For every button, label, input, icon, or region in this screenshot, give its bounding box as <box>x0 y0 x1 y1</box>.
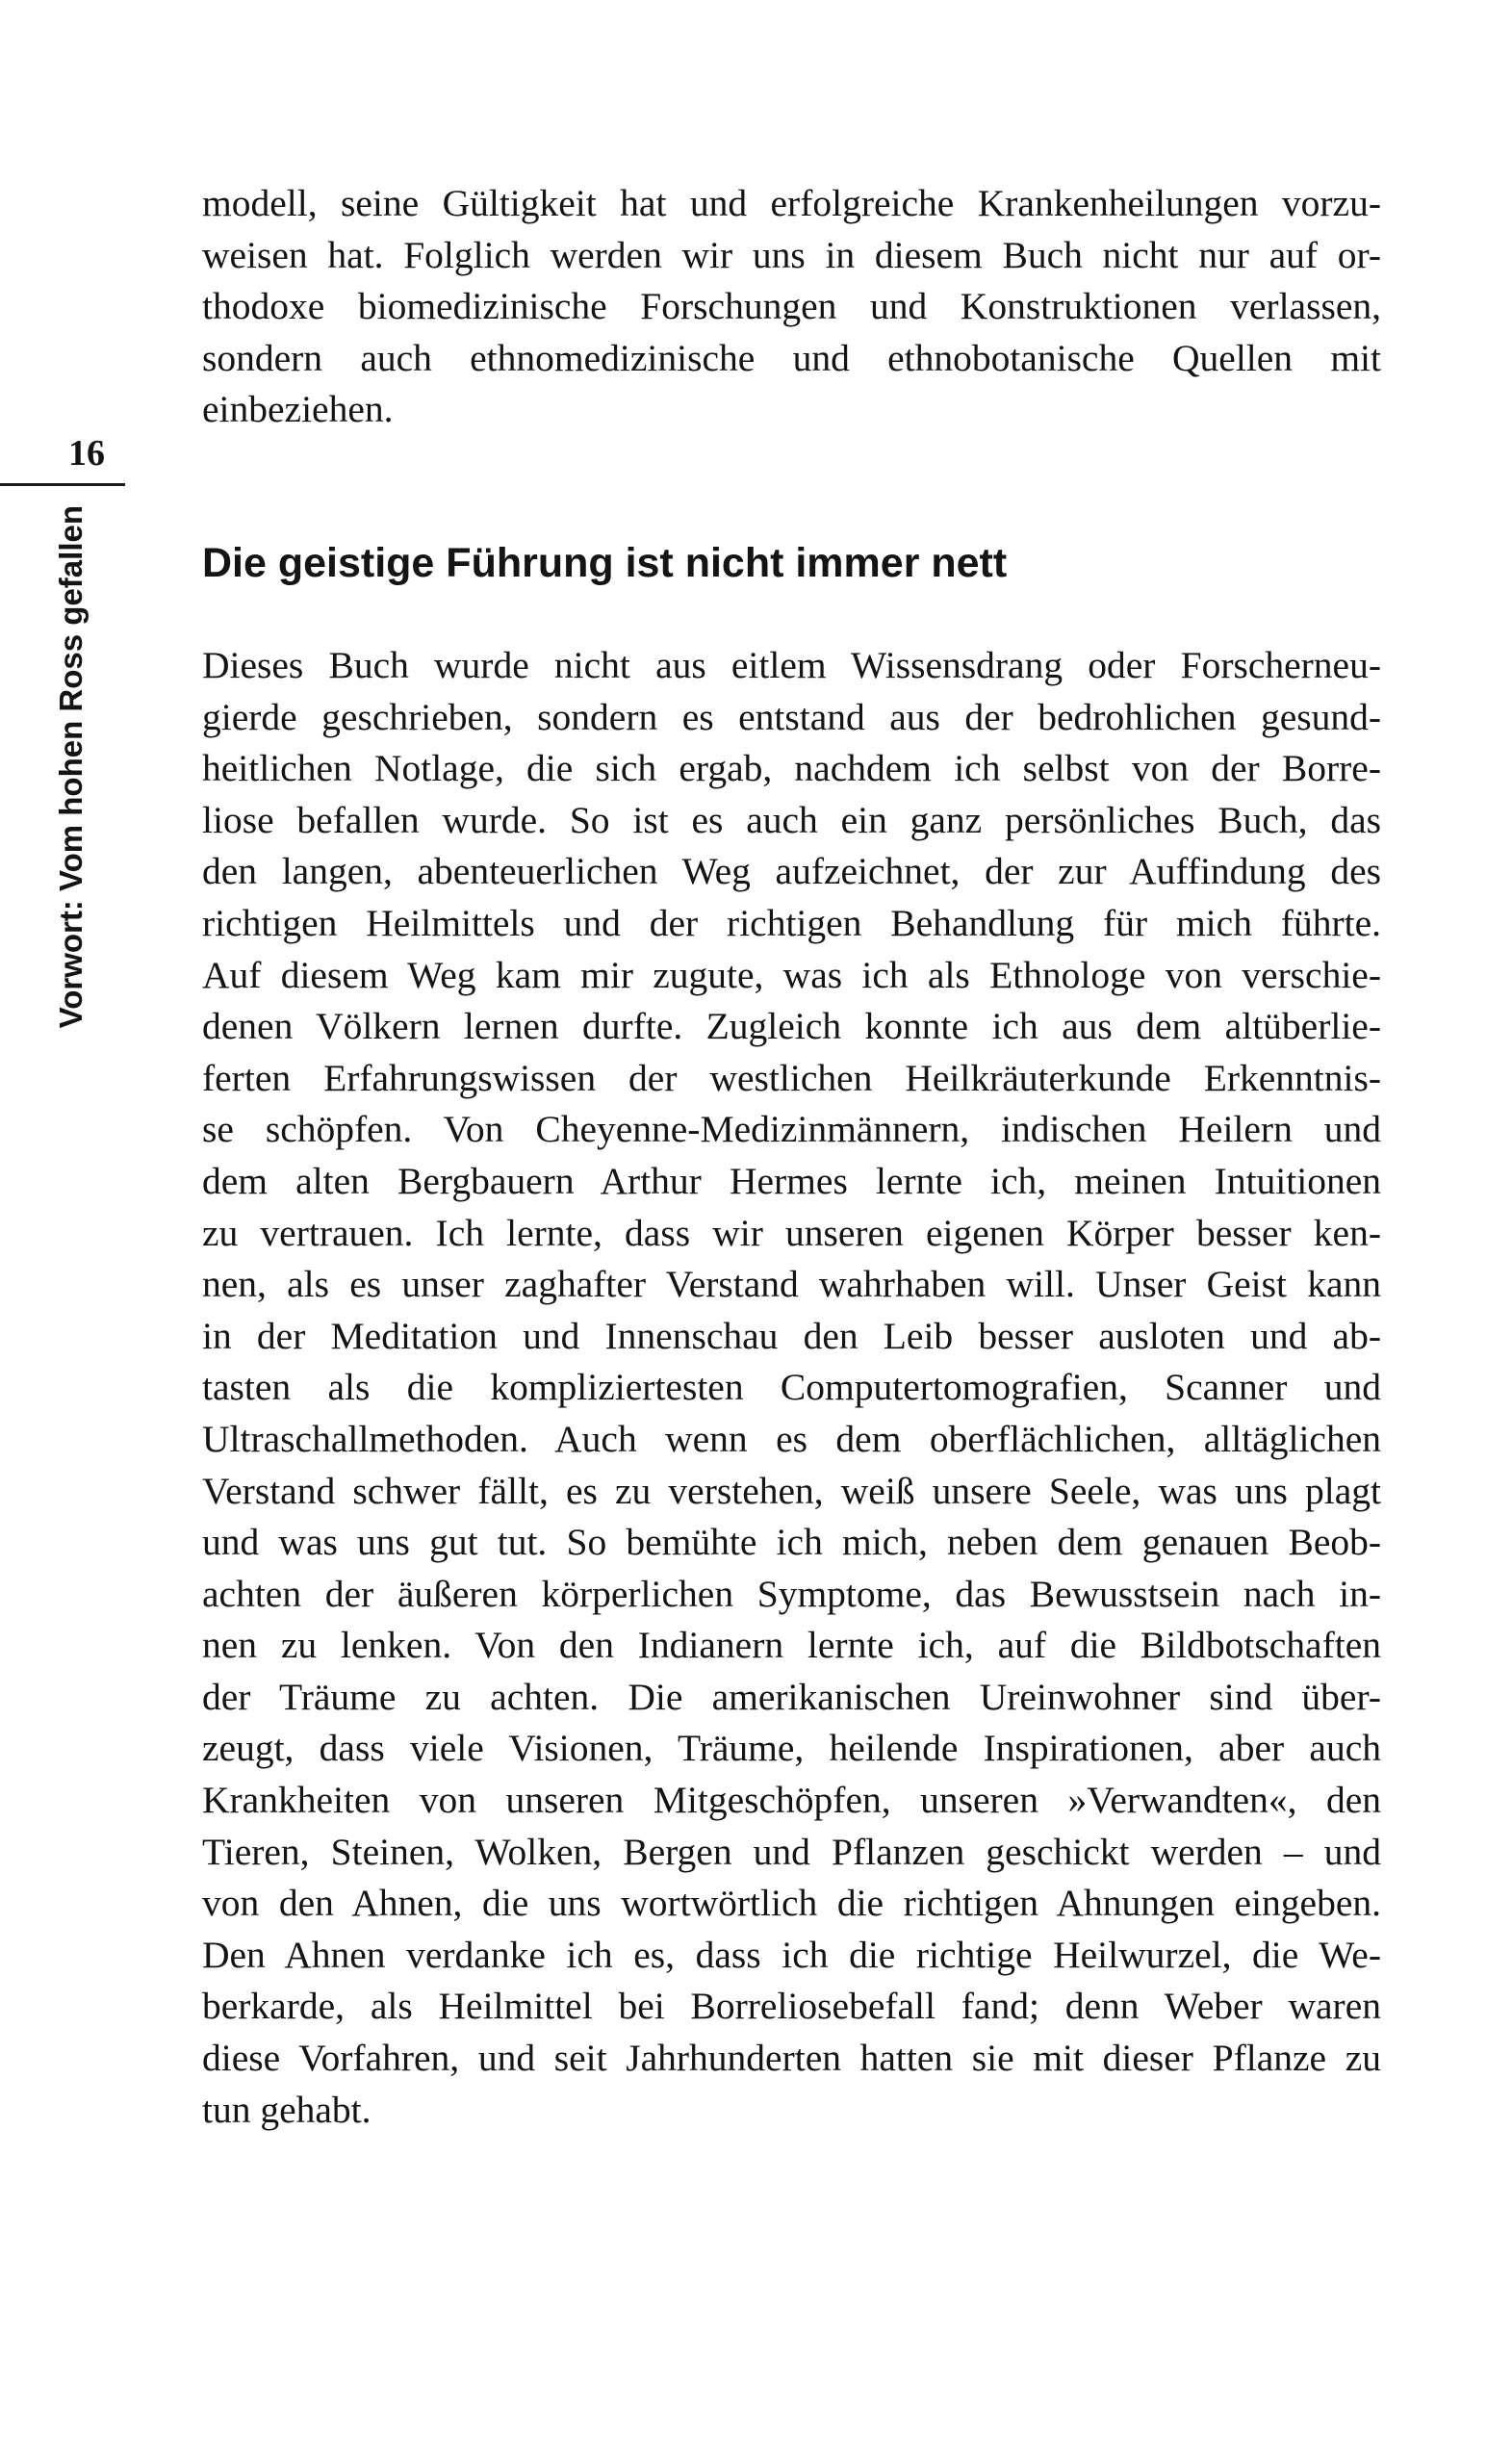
page-number: 16 <box>68 433 105 474</box>
body-line: Auf diesem Weg kam mir zugute, was ich als Ethnologe von verschie- <box>202 953 1381 996</box>
running-head: Vorwort: Vom hohen Ross gefallen <box>53 505 89 1029</box>
body-line: Ultraschallmethoden. Auch wenn es dem oberflächlichen, alltäglichen <box>202 1417 1381 1460</box>
margin-rule <box>0 483 125 486</box>
body-line: nen, als es unser zaghafter Verstand wahrhaben will. Unser Geist kann <box>202 1263 1381 1306</box>
body-line: diese Vorfahren, und seit Jahrhunderten hatten sie mit dieser Pflanze zu <box>202 2037 1381 2080</box>
body-paragraph <box>202 640 1381 2136</box>
intro-line: weisen hat. Folglich werden wir uns in diesem Buch nicht nur auf or- <box>202 233 1381 276</box>
body-line: Krankheiten von unseren Mitgeschöpfen, unseren »Verwandten«, den <box>202 1779 1381 1822</box>
body-line: und was uns gut tut. So bemühte ich mich, neben dem genauen Beob- <box>202 1521 1381 1564</box>
body-line: achten der äußeren körperlichen Symptome, das Bewusstsein nach in- <box>202 1572 1381 1615</box>
body-line: von den Ahnen, die uns wortwörtlich die richtigen Ahnungen eingeben. <box>202 1882 1381 1925</box>
body-line: denen Völkern lernen durfte. Zugleich konnte ich aus dem altüberlie- <box>202 1005 1381 1048</box>
body-line: berkarde, als Heilmittel bei Borreliosebefall fand; denn Weber waren <box>202 1985 1381 2028</box>
body-line: den langen, abenteuerlichen Weg aufzeichnet, der zur Auffindung des <box>202 850 1381 893</box>
body-line: se schöpfen. Von Cheyenne-Medizinmännern, indischen Heilern und <box>202 1108 1381 1151</box>
body-line: in der Meditation und Innenschau den Leib besser ausloten und ab- <box>202 1314 1381 1357</box>
body-line: Den Ahnen verdanke ich es, dass ich die richtige Heilwurzel, die We- <box>202 1933 1381 1976</box>
body-line: der Träume zu achten. Die amerikanischen Ureinwohner sind über- <box>202 1675 1381 1718</box>
body-line: nen zu lenken. Von den Indianern lernte ich, auf die Bildbotschaften <box>202 1624 1381 1667</box>
body-line: ferten Erfahrungswissen der westlichen Heilkräuterkunde Erkenntnis- <box>202 1056 1381 1099</box>
body-line: zeugt, dass viele Visionen, Träume, heilende Inspirationen, aber auch <box>202 1727 1381 1770</box>
section-heading: Die geistige Führung ist nicht immer nett <box>202 540 1008 586</box>
body-line: richtigen Heilmittels und der richtigen Behandlung für mich führte. <box>202 901 1381 944</box>
intro-line: einbeziehen. <box>202 388 394 431</box>
body-line: heitlichen Notlage, die sich ergab, nachdem ich selbst von der Borre- <box>202 747 1381 790</box>
body-line: gierde geschrieben, sondern es entstand aus der bedrohlichen gesund- <box>202 695 1381 738</box>
intro-paragraph <box>202 178 1381 436</box>
intro-line: modell, seine Gültigkeit hat und erfolgreiche Krankenheilungen vorzu- <box>202 182 1381 224</box>
body-line: tun gehabt. <box>202 2088 372 2131</box>
body-line: tasten als die kompliziertesten Computertomografien, Scanner und <box>202 1366 1381 1409</box>
body-line: dem alten Bergbauern Arthur Hermes lernte ich, meinen Intuitionen <box>202 1159 1381 1202</box>
body-line: zu vertrauen. Ich lernte, dass wir unseren eigenen Körper besser ken- <box>202 1211 1381 1254</box>
intro-line: sondern auch ethnomedizinische und ethnobotanische Quellen mit <box>202 336 1381 379</box>
body-line: liose befallen wurde. So ist es auch ein ganz persönliches Buch, das <box>202 798 1381 841</box>
body-line: Verstand schwer fällt, es zu verstehen, weiß unsere Seele, was uns plagt <box>202 1469 1381 1512</box>
body-line: Tieren, Steinen, Wolken, Bergen und Pflanzen geschickt werden – und <box>202 1830 1381 1873</box>
body-line: Dieses Buch wurde nicht aus eitlem Wissensdrang oder Forscherneu- <box>202 644 1381 686</box>
intro-line: thodoxe biomedizinische Forschungen und Konstruktionen verlassen, <box>202 285 1381 328</box>
